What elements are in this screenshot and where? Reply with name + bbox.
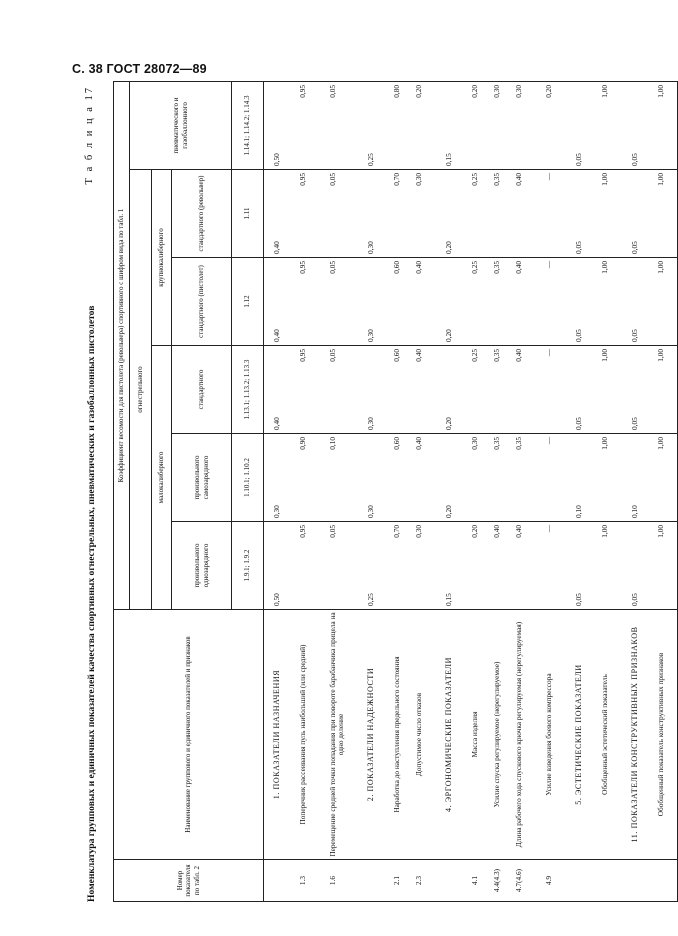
item-coefficient: 0,35 <box>513 437 523 450</box>
item-coefficient: 0,05 <box>327 525 337 538</box>
item-coefficient: 0,70 <box>391 525 401 538</box>
item-coefficient: 0,40 <box>513 261 523 274</box>
section-row <box>622 81 656 901</box>
group-coefficient: 0,40 <box>272 417 281 430</box>
group-coefficient: 0,50 <box>272 153 281 166</box>
coef-cell <box>470 434 492 522</box>
section-row <box>358 81 392 901</box>
coef-cell <box>514 258 544 346</box>
group-coefficient: 0,05 <box>573 329 583 342</box>
item-coefficient: 0,05 <box>327 84 337 98</box>
table-body <box>264 81 678 901</box>
row-number: 4.4(4.3) <box>492 860 514 902</box>
indicator-name: Усилие спуска регулируемое (нерегулируемое) <box>492 610 514 860</box>
coef-cell <box>358 434 392 522</box>
coef-cell <box>470 522 492 610</box>
header-code-c5: 1.11 <box>232 170 264 258</box>
indicator-name: Наработка до наступления предельного состояния <box>392 610 414 860</box>
table-row <box>414 81 436 901</box>
item-coefficient: 0,95 <box>297 84 307 98</box>
coef-cell <box>492 522 514 610</box>
coef-cell <box>600 170 622 258</box>
item-coefficient: 0,25 <box>469 349 479 362</box>
coef-cell <box>514 522 544 610</box>
item-coefficient: 0,35 <box>491 437 501 450</box>
item-coefficient: 0,90 <box>297 437 307 450</box>
coef-cell <box>414 258 436 346</box>
coef-cell <box>436 346 470 434</box>
coef-cell <box>470 81 492 169</box>
table-row <box>392 81 414 901</box>
coef-cell <box>566 434 600 522</box>
row-number <box>358 860 392 902</box>
coef-cell <box>470 258 492 346</box>
coef-cell <box>328 346 358 434</box>
row-number <box>656 860 678 902</box>
item-coefficient: 0,35 <box>491 261 501 274</box>
coef-cell <box>358 346 392 434</box>
table-row <box>328 81 358 901</box>
coef-cell <box>264 258 298 346</box>
header-coef: Коэффициент весомости для пистолета (револьвера) спортивного с шифром вида по табл. 1 <box>114 81 130 609</box>
coef-cell <box>544 346 566 434</box>
row-number <box>622 860 656 902</box>
item-coefficient: 0,40 <box>413 261 423 274</box>
group-coefficient: 0,30 <box>365 505 375 518</box>
group-coefficient: 0,05 <box>573 593 583 606</box>
group-coefficient: 0,05 <box>573 241 583 254</box>
coef-cell <box>358 81 392 169</box>
group-coefficient: 0,30 <box>365 329 375 342</box>
item-coefficient: 1,00 <box>655 173 665 186</box>
coef-cell <box>298 346 328 434</box>
coef-cell <box>328 522 358 610</box>
section-heading: 11. ПОКАЗАТЕЛИ КОНСТРУКТИВНЫХ ПРИЗНАКОВ <box>622 610 656 860</box>
header-large: крупнокалиберного <box>152 170 172 346</box>
coef-cell <box>264 434 298 522</box>
item-coefficient: 0,95 <box>297 525 307 538</box>
coef-cell <box>328 81 358 169</box>
item-coefficient: 1,00 <box>655 84 665 98</box>
weight-coefficients-table <box>113 81 678 902</box>
item-coefficient: 0,40 <box>413 349 423 362</box>
section-heading: 5. ЭСТЕТИЧЕСКИЕ ПОКАЗАТЕЛИ <box>566 610 600 860</box>
coef-cell <box>358 170 392 258</box>
coef-cell <box>414 434 436 522</box>
section-heading: 4. ЭРГОНОМИЧЕСКИЕ ПОКАЗАТЕЛИ <box>436 610 470 860</box>
coef-cell <box>600 434 622 522</box>
coef-cell <box>622 434 656 522</box>
indicator-name: Допустимое число отказов <box>414 610 436 860</box>
coef-cell <box>656 258 678 346</box>
item-coefficient: 0,80 <box>391 84 401 98</box>
coef-cell <box>656 170 678 258</box>
coef-cell <box>264 81 298 169</box>
header-sub-c4: стандартного (пистолет) <box>172 258 232 346</box>
group-coefficient: 0,15 <box>443 593 453 606</box>
item-coefficient: 0,95 <box>297 349 307 362</box>
item-coefficient: — <box>543 349 553 357</box>
coef-cell <box>492 81 514 169</box>
row-number <box>436 860 470 902</box>
item-coefficient: 0,20 <box>469 525 479 538</box>
item-coefficient: 0,95 <box>297 261 307 274</box>
item-coefficient: 0,30 <box>469 437 479 450</box>
table-row <box>470 81 492 901</box>
item-coefficient: — <box>543 525 553 533</box>
item-coefficient: 0,20 <box>469 84 479 98</box>
item-coefficient: 1,00 <box>655 525 665 538</box>
item-coefficient: 0,10 <box>327 437 337 450</box>
coef-cell <box>264 170 298 258</box>
row-number: 2.1 <box>392 860 414 902</box>
group-coefficient: 0,20 <box>443 417 453 430</box>
section-row <box>436 81 470 901</box>
group-coefficient: 0,30 <box>365 241 375 254</box>
table-title: Номенклатура групповых и единичных показателей качества спортивных огнестрельных, пневматических и газобаллонных пистолетов <box>86 305 97 902</box>
item-coefficient: 1,00 <box>655 437 665 450</box>
coef-cell <box>566 258 600 346</box>
coef-cell <box>514 434 544 522</box>
item-coefficient: — <box>543 437 553 445</box>
coef-cell <box>264 522 298 610</box>
item-coefficient: 1,00 <box>599 437 609 450</box>
item-coefficient: 0,60 <box>391 349 401 362</box>
item-coefficient: 0,70 <box>391 173 401 186</box>
coef-cell <box>392 346 414 434</box>
item-coefficient: 0,95 <box>297 173 307 186</box>
item-coefficient: 0,05 <box>327 173 337 186</box>
coef-cell <box>622 258 656 346</box>
coef-cell <box>436 170 470 258</box>
coef-cell <box>622 522 656 610</box>
indicator-name: Обобщенный эстетический показатель <box>600 610 622 860</box>
item-coefficient: 0,30 <box>491 84 501 98</box>
item-coefficient: 1,00 <box>599 261 609 274</box>
header-code-c6: 1.14.1; 1.14.2; 1.14.3 <box>232 81 264 169</box>
coef-cell <box>600 522 622 610</box>
coef-cell <box>414 81 436 169</box>
group-coefficient: 0,05 <box>629 329 639 342</box>
row-number: 1.6 <box>328 860 358 902</box>
coef-cell <box>392 81 414 169</box>
table-row <box>514 81 544 901</box>
coef-cell <box>600 346 622 434</box>
coef-cell <box>492 346 514 434</box>
coef-cell <box>600 81 622 169</box>
item-coefficient: 1,00 <box>599 349 609 362</box>
indicator-name: Масса изделия <box>470 610 492 860</box>
row-number <box>600 860 622 902</box>
group-coefficient: 0,10 <box>629 505 639 518</box>
coef-cell <box>358 522 392 610</box>
group-coefficient: 0,30 <box>272 505 281 518</box>
coef-cell <box>436 81 470 169</box>
coef-cell <box>514 81 544 169</box>
item-coefficient: 1,00 <box>599 173 609 186</box>
coef-cell <box>298 258 328 346</box>
item-coefficient: 1,00 <box>655 349 665 362</box>
header-pneu: пневматического и газобаллонного <box>130 81 232 169</box>
indicator-name: Длина рабочего хода спускового крючка регулируемая (нерегулируемая) <box>514 610 544 860</box>
item-coefficient: 0,40 <box>513 173 523 186</box>
coef-cell <box>298 81 328 169</box>
header-small: малокалиберного <box>152 346 172 610</box>
item-coefficient: 0,60 <box>391 437 401 450</box>
header-code-c2: 1.10.1; 1.10.2 <box>232 434 264 522</box>
group-coefficient: 0,05 <box>629 593 639 606</box>
item-coefficient: 0,20 <box>413 84 423 98</box>
group-coefficient: 0,25 <box>365 153 375 166</box>
coef-cell <box>492 258 514 346</box>
rotated-table-region <box>84 82 665 902</box>
item-coefficient: 0,40 <box>513 349 523 362</box>
page-header: С. 38 ГОСТ 28072—89 <box>72 62 207 76</box>
header-name: Наименование группового и единичного показателей и признаков <box>114 610 264 860</box>
group-coefficient: 0,05 <box>629 241 639 254</box>
section-row <box>264 81 298 901</box>
coef-cell <box>470 346 492 434</box>
coef-cell <box>544 81 566 169</box>
group-coefficient: 0,25 <box>365 593 375 606</box>
table-row <box>298 81 328 901</box>
group-coefficient: 0,15 <box>443 153 453 166</box>
coef-cell <box>514 346 544 434</box>
item-coefficient: 1,00 <box>599 525 609 538</box>
coef-cell <box>436 258 470 346</box>
item-coefficient: 1,00 <box>655 261 665 274</box>
coef-cell <box>544 170 566 258</box>
row-number: 4.1 <box>470 860 492 902</box>
coef-cell <box>622 346 656 434</box>
coef-cell <box>600 258 622 346</box>
group-coefficient: 0,05 <box>629 153 639 166</box>
coef-cell <box>656 434 678 522</box>
coef-cell <box>544 434 566 522</box>
coef-cell <box>392 170 414 258</box>
table-row <box>492 81 514 901</box>
coef-cell <box>392 258 414 346</box>
item-coefficient: 0,35 <box>491 349 501 362</box>
coef-cell <box>656 346 678 434</box>
item-coefficient: 0,25 <box>469 261 479 274</box>
header-code-c3: 1.13.1; 1.13.2; 1.13.3 <box>232 346 264 434</box>
header-code-c4: 1.12 <box>232 258 264 346</box>
section-heading: 1. ПОКАЗАТЕЛИ НАЗНАЧЕНИЯ <box>264 610 298 860</box>
coef-cell <box>470 170 492 258</box>
header-sub-c5: стандартного (револьвер) <box>172 170 232 258</box>
coef-cell <box>298 522 328 610</box>
header-num: Номер показателя по табл. 2 <box>114 860 264 902</box>
coef-cell <box>622 81 656 169</box>
coef-cell <box>566 346 600 434</box>
table-row <box>656 81 678 901</box>
table-label: Т а б л и ц а 17 <box>84 86 95 185</box>
coef-cell <box>566 522 600 610</box>
item-coefficient: 0,20 <box>543 84 553 98</box>
row-number: 2.3 <box>414 860 436 902</box>
group-coefficient: 0,40 <box>272 329 281 342</box>
coef-cell <box>298 170 328 258</box>
header-sub-c3: стандартного <box>172 346 232 434</box>
coef-cell <box>392 434 414 522</box>
section-row <box>566 81 600 901</box>
coef-cell <box>656 81 678 169</box>
coef-cell <box>544 258 566 346</box>
coef-cell <box>328 170 358 258</box>
item-coefficient: 0,05 <box>327 261 337 274</box>
indicator-name: Поперечник рассеивания пуль наибольший (или средний) <box>298 610 328 860</box>
group-coefficient: 0,30 <box>365 417 375 430</box>
header-fire: огнестрельного <box>130 170 152 610</box>
coef-cell <box>436 522 470 610</box>
indicator-name: Перемещение средней точки попадания при повороте барабанчика прицела на одно деление <box>328 610 358 860</box>
coef-cell <box>514 170 544 258</box>
table-row <box>600 81 622 901</box>
row-number <box>264 860 298 902</box>
coef-cell <box>566 81 600 169</box>
item-coefficient: 0,40 <box>513 525 523 538</box>
item-coefficient: 0,05 <box>327 349 337 362</box>
coef-cell <box>328 434 358 522</box>
group-coefficient: 0,05 <box>629 417 639 430</box>
coef-cell <box>264 346 298 434</box>
coef-cell <box>656 522 678 610</box>
coef-cell <box>414 170 436 258</box>
coef-cell <box>436 434 470 522</box>
coef-cell <box>298 434 328 522</box>
section-heading: 2. ПОКАЗАТЕЛИ НАДЕЖНОСТИ <box>358 610 392 860</box>
group-coefficient: 0,20 <box>443 505 453 518</box>
header-sub-c1: произвольного однозарядного <box>172 522 232 610</box>
item-coefficient: 0,60 <box>391 261 401 274</box>
item-coefficient: 0,30 <box>413 525 423 538</box>
coef-cell <box>622 170 656 258</box>
item-coefficient: — <box>543 173 553 181</box>
row-number <box>566 860 600 902</box>
coef-cell <box>358 258 392 346</box>
table-row <box>544 81 566 901</box>
group-coefficient: 0,20 <box>443 241 453 254</box>
row-number: 4.9 <box>544 860 566 902</box>
header-sub-c2: произвольного самозарядного <box>172 434 232 522</box>
item-coefficient: — <box>543 261 553 269</box>
coef-cell <box>492 434 514 522</box>
item-coefficient: 1,00 <box>599 84 609 98</box>
coef-cell <box>544 522 566 610</box>
group-coefficient: 0,20 <box>443 329 453 342</box>
group-coefficient: 0,40 <box>272 241 281 254</box>
coef-cell <box>414 346 436 434</box>
row-number: 1.3 <box>298 860 328 902</box>
item-coefficient: 0,40 <box>491 525 501 538</box>
coef-cell <box>566 170 600 258</box>
header-code-c1: 1.9.1; 1.9.2 <box>232 522 264 610</box>
item-coefficient: 0,40 <box>413 437 423 450</box>
group-coefficient: 0,05 <box>573 153 583 166</box>
indicator-name: Обобщенный показатель конструктивных признаков <box>656 610 678 860</box>
coef-cell <box>492 170 514 258</box>
item-coefficient: 0,30 <box>413 173 423 186</box>
item-coefficient: 0,35 <box>491 173 501 186</box>
coef-cell <box>392 522 414 610</box>
item-coefficient: 0,25 <box>469 173 479 186</box>
coef-cell <box>414 522 436 610</box>
group-coefficient: 0,10 <box>573 505 583 518</box>
group-coefficient: 0,50 <box>272 593 281 606</box>
item-coefficient: 0,30 <box>513 84 523 98</box>
group-coefficient: 0,05 <box>573 417 583 430</box>
row-number: 4.7(4.6) <box>514 860 544 902</box>
coef-cell <box>328 258 358 346</box>
indicator-name: Усилие взведения боевого компрессора <box>544 610 566 860</box>
